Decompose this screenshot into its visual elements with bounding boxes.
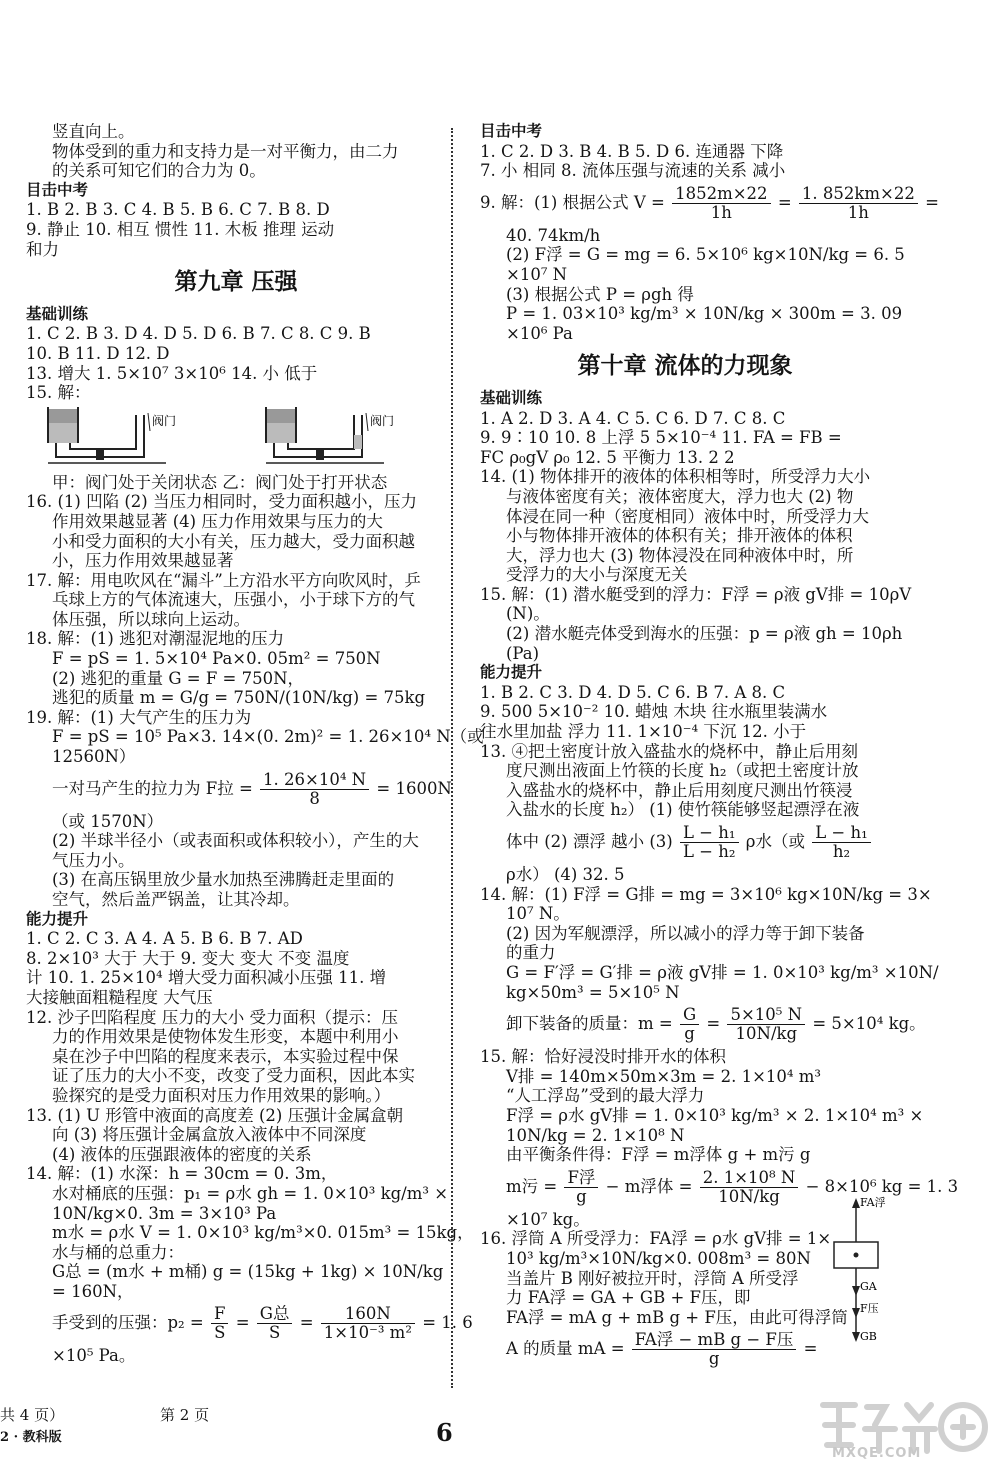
fraction <box>564 1169 598 1206</box>
answer-line: V排 = 140m×50m×3m = 2. 1×10⁴ m³ <box>506 1066 822 1086</box>
answer-line: 入盛盐水的烧杯中，静止后用刻度尺测出竹筷浸 <box>506 780 853 800</box>
equation-text: 一对马产生的拉力为 F拉 = <box>52 778 259 798</box>
denominator: 1h <box>710 202 732 222</box>
text-line: 竖直向上。 <box>52 122 135 141</box>
equation-text: 9. 解：(1) 根据公式 V = <box>480 192 671 212</box>
answer-line: 与液体密度有关；液体密度大，浮力也大 (2) 物 <box>506 486 854 506</box>
equation-text: ρ水（或 <box>745 832 811 851</box>
answer-line: 小，压力作用效果越显著 <box>52 551 234 571</box>
answer-line: 18. 解：(1) 逃犯对潮湿泥地的压力 <box>26 629 285 649</box>
answer-line: ρ水） (4) 32. 5 <box>506 865 625 884</box>
answer-line: 15. 解： <box>26 383 91 403</box>
answer-line: (2) 逃犯的重量 G = F = 750N， <box>52 668 305 688</box>
fraction <box>257 1305 293 1342</box>
answer-line: 向 (3) 将压强计金属盒放入液体中不同深度 <box>52 1125 367 1145</box>
equals-sign: = <box>706 1014 721 1034</box>
answer-line: kg×50m³ = 5×10⁵ N <box>506 982 680 1002</box>
answer-line: (2) 因为军舰漂浮，所以减小的浮力等于卸下装备 <box>506 923 865 943</box>
answer-line: 17. 解：用电吹风在“漏斗”上方沿水平方向吹风时，乒 <box>26 570 421 590</box>
fraction <box>799 185 918 222</box>
answer-line: 1. B 2. C 3. D 4. D 5. C 6. B 7. A 8. C <box>480 682 786 702</box>
equation <box>26 1304 473 1343</box>
vessel-closed <box>48 407 176 463</box>
answer-line: 14. (1) 物体排开的液体的体积相等时，所受浮力大小 <box>480 467 871 487</box>
numerator: F <box>211 1305 228 1324</box>
numerator: G <box>680 1006 699 1025</box>
equation-text: 卸下装备的质量：m = <box>506 1014 678 1034</box>
force-diagram <box>826 1190 896 1350</box>
denominator: L − h₂ <box>682 842 736 861</box>
denominator: h₂ <box>832 842 851 861</box>
equals-sign: = <box>235 1313 250 1333</box>
answer-line: 气压力小。 <box>52 850 135 870</box>
answer-line: 8. 2×10³ 大于 大于 9. 变大 变大 不变 温度 <box>26 948 350 968</box>
answer-line: 1. A 2. D 3. A 4. C 5. C 6. D 7. C 8. C <box>480 408 786 428</box>
answer-line: 10. B 11. D 12. D <box>26 343 170 363</box>
fraction <box>211 1305 228 1342</box>
connected-vessel-figure <box>26 405 446 471</box>
answer-line: 大，浮力也大 (3) 物体浸没在同种液体中时，所 <box>506 545 854 565</box>
answer-line: 度尺测出液面上竹筷的长度 h₂（或把土密度计放 <box>506 761 859 781</box>
denominator: g <box>576 1186 587 1206</box>
footer-left: 共 4 页） <box>0 1406 65 1424</box>
denominator: g <box>684 1024 695 1044</box>
answer-line: FA浮 = mA g + mB g + F压，由此可得浮筒 <box>506 1307 848 1327</box>
right-column <box>480 122 959 1372</box>
answer-line: 水对桶底的压强：p₁ = ρ水 gh = 1. 0×10³ kg/m³ × <box>52 1183 449 1203</box>
answer-line: ×10⁷ N <box>506 264 568 284</box>
answer-line: 14. 解：(1) 水深：h = 30cm = 0. 3m， <box>26 1164 338 1184</box>
fraction <box>680 1006 699 1043</box>
chapter-title: 第九章 压强 <box>174 269 298 296</box>
section-heading: 基础训练 <box>26 304 89 323</box>
answer-line: (2) F浮 = G = mg = 6. 5×10⁶ kg×10N/kg = 6. 5 <box>506 245 905 265</box>
answer-line: 入盐水的长度 h₂） (1) 使竹筷能够竖起漂浮在液 <box>506 800 860 820</box>
answer-line: 力 FA浮 = GA + GB + F压，即 <box>506 1288 751 1308</box>
section-heading: 目击中考 <box>26 180 89 199</box>
section-heading: 目击中考 <box>480 122 543 140</box>
arrow-down-icon <box>852 1308 860 1318</box>
denominator: 10N/kg <box>735 1024 798 1044</box>
equation <box>480 183 939 222</box>
answer-line: 1. B 2. B 3. C 4. B 5. B 6. C 7. B 8. D <box>26 200 330 220</box>
equation-text: A 的质量 mA = <box>506 1339 630 1359</box>
answer-line: 7. 小 相同 8. 流体压强与流速的关系 减小 <box>480 161 786 181</box>
answer-line: 16. (1) 凹陷 (2) 当压力相同时，受力面积越小，压力 <box>26 492 417 512</box>
equation-text: = 5×10⁴ kg。 <box>812 1014 926 1034</box>
fraction <box>672 185 770 222</box>
answer-line: 大接触面粗糙程度 大气压 <box>26 987 213 1007</box>
answer-line: 逃犯的质量 m = G/g = 750N/(10N/kg) = 75kg <box>52 688 426 708</box>
numerator: 5×10⁵ N <box>727 1006 805 1025</box>
numerator: 1852m×22 <box>672 185 770 204</box>
answer-line: ×10⁶ Pa <box>506 323 573 343</box>
equation-text: 手受到的压强：p₂ = <box>52 1313 209 1333</box>
answer-line: 13. 增大 1. 5×10⁷ 3×10⁶ 14. 小 低于 <box>26 363 318 383</box>
answer-line: F = pS = 10⁵ Pa×3. 14×(0. 2m)² = 1. 26×10⁴ N（或 <box>52 727 484 747</box>
answer-line: 15. 解：恰好浸没时排开水的体积 <box>480 1047 726 1067</box>
equation-text: = <box>803 1339 818 1359</box>
answer-line: 1. C 2. B 3. D 4. D 5. D 6. B 7. C 8. C 9. B <box>26 324 371 344</box>
valve-diagrams <box>26 405 446 471</box>
answer-line: 12560N） <box>52 747 136 767</box>
numerator: FA浮 − mB g − F压 <box>632 1331 797 1350</box>
equation-text: 体中 (2) 漂浮 越小 (3) <box>506 832 678 851</box>
figure-captions: 甲：阀门处于关闭状态 乙：阀门处于打开状态 <box>52 472 388 492</box>
answer-line: 10³ kg/m³×10N/kg×0. 008m³ = 80N <box>506 1248 811 1268</box>
equation-text: − 8×10⁶ kg = 1. 3 <box>805 1176 959 1196</box>
equation <box>480 1005 926 1044</box>
equals-sign: = <box>299 1313 314 1333</box>
answer-line: 乓球上方的气体流速大，压强小，小于球下方的气 <box>52 590 415 610</box>
numerator: F浮 <box>564 1169 598 1188</box>
page-number: 6 <box>436 1418 453 1447</box>
answer-line: 9. 静止 10. 相互 惯性 11. 木板 推理 运动 <box>26 219 335 239</box>
answer-line: 19. 解：(1) 大气产生的压力为 <box>26 707 252 727</box>
answer-line: (3) 根据公式 P = ρgh 得 <box>506 284 694 304</box>
answer-line: 体浸在同一种（密度相同）液体中时，所受浮力大 <box>506 506 869 526</box>
answer-line: 小和受力面积的大小有关，压力越大，受力面积越 <box>52 531 415 551</box>
answer-line: 的重力 <box>506 943 556 963</box>
numerator: L − h₁ <box>680 824 739 843</box>
answer-line: 桌在沙子中凹陷的程度来表示，本实验过程中保 <box>52 1046 399 1066</box>
answer-line: (4) 液体的压强跟液体的密度的关系 <box>52 1144 312 1164</box>
denominator: 8 <box>309 788 320 808</box>
answer-line: 空气，然后盖严锅盖，让其冷却。 <box>52 890 300 909</box>
answer-line: (Pa) <box>506 643 540 663</box>
answer-line: 13. ④把土密度计放入盛盐水的烧杯中，静止后用刻 <box>480 741 858 761</box>
answer-line: G = F′浮 = G′排 = ρ液 gV排 = 1. 0×10³ kg/m³ ×10N/ <box>506 962 939 982</box>
answer-line: 水与桶的总重力： <box>52 1242 184 1262</box>
watermark-url: MXQE.COM <box>832 1446 922 1461</box>
force-label: GB <box>860 1330 877 1343</box>
arrow-up-icon <box>852 1198 860 1208</box>
numerator: L − h₁ <box>812 824 871 843</box>
answer-line: 小与物体排开液体的体积有关；排开液体的体积 <box>506 526 853 546</box>
left-column <box>26 122 484 1366</box>
fraction <box>260 771 369 808</box>
answer-line: （或 1570N） <box>52 811 164 831</box>
answer-line: 9. 500 5×10⁻² 10. 蜡烛 木块 往水瓶里装满水 <box>480 702 828 722</box>
answer-line: 15. 解：(1) 潜水艇受到的浮力：F浮 = ρ液 gV排 = 10ρV <box>480 584 912 604</box>
valve-label: 阀门 <box>370 413 395 428</box>
text-line: 物体受到的重力和支持力是一对平衡力，由二力 <box>52 141 399 161</box>
equation-text: = 1600N <box>376 778 452 798</box>
denominator: S <box>214 1323 226 1343</box>
answer-line: 受浮力的大小与深度无关 <box>506 565 688 585</box>
answer-line: P = 1. 03×10³ kg/m³ × 10N/kg × 300m = 3. 09 <box>506 304 903 324</box>
denominator: g <box>708 1349 720 1369</box>
denominator: 1h <box>847 202 869 222</box>
equation-text: m污 = <box>506 1176 563 1196</box>
fraction <box>700 1169 799 1206</box>
force-label: FA浮 <box>860 1196 886 1209</box>
answer-line: 10N/kg = 2. 1×10⁸ N <box>506 1125 685 1145</box>
answer-line: 14. 解：(1) F浮 = G排 = mg = 3×10⁶ kg×10N/kg = 3× <box>480 884 932 904</box>
numerator: 1. 26×10⁴ N <box>260 771 369 790</box>
answer-line: ×10⁵ Pa。 <box>52 1346 136 1366</box>
answer-line: 13. (1) U 形管中液面的高度差 (2) 压强计金属盒朝 <box>26 1105 404 1125</box>
answer-line: F = pS = 1. 5×10⁴ Pa×0. 05m² = 750N <box>52 649 381 669</box>
answer-line: ×10⁷ kg。 <box>506 1209 590 1229</box>
answer-line: (2) 半球半径小（或表面积或体积较小），产生的大 <box>52 831 419 851</box>
answer-line: 1. C 2. D 3. B 4. B 5. D 6. 连通器 下降 <box>480 141 784 161</box>
answer-line: 作用效果越显著 (4) 压力作用效果与压力的大 <box>52 511 383 531</box>
answer-line: F浮 = ρ水 gV排 = 1. 0×10³ kg/m³ × 2. 1×10⁴ m³ × <box>506 1105 924 1125</box>
fraction <box>632 1331 797 1368</box>
answer-line: 10⁷ N。 <box>506 904 570 924</box>
answer-line: (2) 潜水艇壳体受到海水的压强：p = ρ液 gh = 10ρh <box>506 624 903 644</box>
answer-line: 10N/kg×0. 3m = 3×10³ Pa <box>52 1203 277 1223</box>
equation <box>26 769 452 808</box>
answer-line: 验探究的是受力面积对压力作用效果的影响。） <box>52 1085 391 1105</box>
answer-line: m水 = ρ水 V = 1. 0×10³ kg/m³×0. 015m³ = 15kg， <box>52 1223 474 1243</box>
answer-line: 1. C 2. C 3. A 4. A 5. B 6. B 7. AD <box>26 929 303 949</box>
denominator: S <box>268 1323 281 1343</box>
fraction <box>321 1305 415 1342</box>
answer-line: FC ρ₀gV ρ₀ 12. 5 平衡力 13. 2 2 <box>480 447 735 467</box>
answer-line: 当盖片 B 刚好被拉开时，浮筒 A 所受浮 <box>506 1268 799 1288</box>
force-label: F压 <box>860 1302 879 1315</box>
column-divider <box>451 128 453 1388</box>
footer-page: 第 2 页 <box>160 1406 210 1424</box>
arrow-down-icon <box>852 1286 860 1296</box>
answer-line: (N)。 <box>506 604 550 624</box>
fraction <box>680 824 739 861</box>
answer-line: 由平衡条件得：F浮 = m浮体 g + m污 g <box>506 1145 811 1165</box>
denominator: 1×10⁻³ m² <box>323 1323 412 1343</box>
denominator: 10N/kg <box>718 1186 780 1206</box>
chapter-title: 第十章 流体的力现象 <box>577 353 793 380</box>
equation <box>480 824 890 861</box>
numerator: 1. 852km×22 <box>799 185 918 204</box>
answer-line: 12. 沙子凹陷程度 压力的大小 受力面积（提示：压 <box>26 1007 398 1027</box>
section-heading: 基础训练 <box>480 388 543 407</box>
answer-line: 体压强，所以球向上运动。 <box>52 609 250 629</box>
valve-label: 阀门 <box>152 413 177 428</box>
equals-sign: = <box>925 192 939 212</box>
answer-line: 和力 <box>26 239 59 259</box>
section-heading: 能力提升 <box>480 663 543 682</box>
numerator: 2. 1×10⁸ N <box>700 1169 799 1188</box>
answer-line: 40. 74km/h <box>506 225 601 245</box>
footer-edition: 2 · 教科版 <box>0 1430 62 1445</box>
force-point <box>854 1253 859 1258</box>
numerator: 160N <box>321 1305 415 1324</box>
equals-sign: = <box>777 192 792 212</box>
answer-line: “人工浮岛”受到的最大浮力 <box>506 1086 705 1106</box>
answer-line: (3) 在高压锅里放少量水加热至沸腾赶走里面的 <box>52 870 395 890</box>
numerator: G总 <box>257 1305 293 1324</box>
answer-line: G总 = (m水 + m桶) g = (15kg + 1kg) × 10N/kg <box>52 1262 444 1282</box>
answer-line: 证了压力的大小不变，改变了受力面积，因此本实 <box>52 1066 415 1086</box>
equation-text: = 1. 6 <box>422 1313 473 1333</box>
answer-line: 力的作用效果是使物体发生形变，本题中利用小 <box>52 1027 399 1047</box>
vessel-open <box>266 407 394 463</box>
fraction <box>727 1006 805 1043</box>
arrow-down-icon <box>852 1332 860 1342</box>
answer-line: 往水里加盐 浮力 11. 1×10⁻⁴ 下沉 12. 小于 <box>480 722 807 742</box>
answer-line: = 160N， <box>52 1281 134 1301</box>
equation-text: − m浮体 = <box>605 1176 698 1196</box>
answer-line: 计 10. 1. 25×10⁴ 增大受力面积减小压强 11. 增 <box>26 968 387 988</box>
force-label: GA <box>860 1280 877 1293</box>
section-heading: 能力提升 <box>26 909 89 928</box>
answer-line: 16. 浮筒 A 所受浮力：FA浮 = ρ水 gV排 = 1× <box>480 1229 832 1249</box>
text-line: 的关系可知它们的合力为 0。 <box>52 161 266 181</box>
fraction <box>812 824 871 861</box>
answer-line: 9. 9∶10 10. 8 上浮 5 5×10⁻⁴ 11. FA = FB = <box>480 428 842 448</box>
